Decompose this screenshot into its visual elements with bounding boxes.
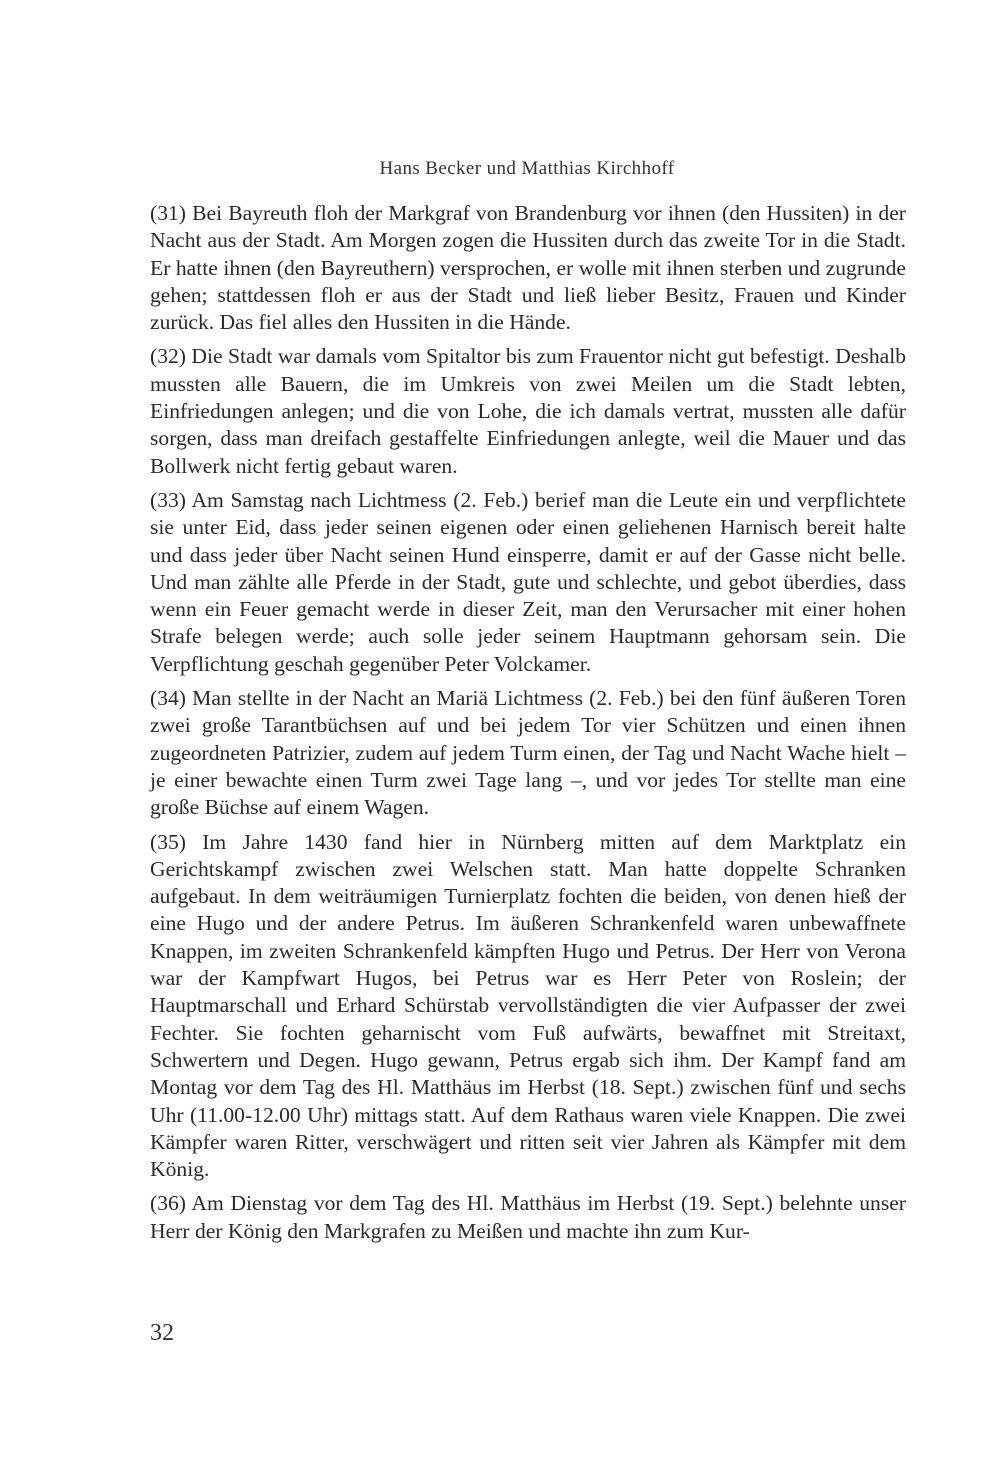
- paragraph-34: (34) Man stellte in der Nacht an Mariä Lichtmess (2. Feb.) bei den fünf äußeren Toren zwei große Tarantbüchsen auf und bei jedem Tor vier Schützen und einen ihnen zugeordneten Patrizier, zudem auf jedem Turm einen, der Tag und Nacht Wache hielt – je einer bewachte einen Turm zwei Tage lang –, und vor jedes Tor stellte man eine große Büchse auf einem Wagen.: [150, 686, 906, 820]
- paragraph-32: (32) Die Stadt war damals vom Spitaltor bis zum Frauentor nicht gut befestigt. Deshalb mussten alle Bauern, die im Umkreis von zwei Meilen um die Stadt lebten, Einfriedungen anlegen; und die von Lohe, die ich damals vertrat, mussten alle dafür sorgen, dass man dreifach gestaffelte Einfriedungen anlegte, weil die Mauer und das Bollwerk nicht fertig gebaut waren.: [150, 344, 906, 478]
- page-number: 32: [150, 1320, 174, 1346]
- paragraph-35: (35) Im Jahre 1430 fand hier in Nürnberg mitten auf dem Marktplatz ein Gerichtskampf zwischen zwei Welschen statt. Man hatte doppelte Schranken aufgebaut. In dem weiträumigen Turnierplatz fochten die beiden, von denen hieß der eine Hugo und der andere Petrus. Im äußeren Schrankenfeld waren unbewaffnete Knappen, im zweiten Schrankenfeld kämpften Hugo und Petrus. Der Herr von Verona war der Kampfwart Hugos, bei Petrus war es Herr Peter von Roslein; der Hauptmarschall und Erhard Schürstab vervollständigten die vier Aufpasser der zwei Fechter. Sie fochten geharnischt vom Fuß aufwärts, bewaffnet mit Streitaxt, Schwertern und Degen. Hugo gewann, Petrus ergab sich ihm. Der Kampf fand am Montag vor dem Tag des Hl. Matthäus im Herbst (18. Sept.) zwischen fünf und sechs Uhr (11.00-12.00 Uhr) mittags statt. Auf dem Rathaus waren viele Knappen. Die zwei Kämpfer waren Ritter, verschwägert und ritten seit vier Jahren als Kämpfer mit dem König.: [150, 829, 906, 1182]
- body-text: [150, 200, 906, 1252]
- paragraph-36: (36) Am Dienstag vor dem Tag des Hl. Matthäus im Herbst (19. Sept.) belehnte unser Herr der König den Markgrafen zu Meißen und machte ihn zum Kur-: [150, 1191, 906, 1243]
- paragraph-31: (31) Bei Bayreuth floh der Markgraf von Brandenburg vor ihnen (den Hussiten) in der Nacht aus der Stadt. Am Morgen zogen die Hussiten durch das zweite Tor in die Stadt. Er hatte ihnen (den Bayreuthern) versprochen, er wolle mit ihnen sterben und zugrunde gehen; stattdessen floh er aus der Stadt und ließ lieber Besitz, Frauen und Kinder zurück. Das fiel alles den Hussiten in die Hände.: [150, 201, 906, 335]
- running-head: Hans Becker und Matthias Kirchhoff: [379, 158, 675, 179]
- paragraph-33: (33) Am Samstag nach Lichtmess (2. Feb.) berief man die Leute ein und verpflichtete sie unter Eid, dass jeder seinen eigenen oder einen geliehenen Harnisch bereit halte und dass jeder über Nacht seinen Hund einsperre, damit er auf der Gasse nicht belle. Und man zählte alle Pferde in der Stadt, gute und schlechte, und gebot überdies, dass wenn ein Feuer gemacht werde in dieser Zeit, man den Verursacher mit einer hohen Strafe belegen werde; auch solle jeder seinem Hauptmann gehorsam sein. Die Verpflichtung geschah gegenüber Peter Volckamer.: [150, 487, 906, 676]
